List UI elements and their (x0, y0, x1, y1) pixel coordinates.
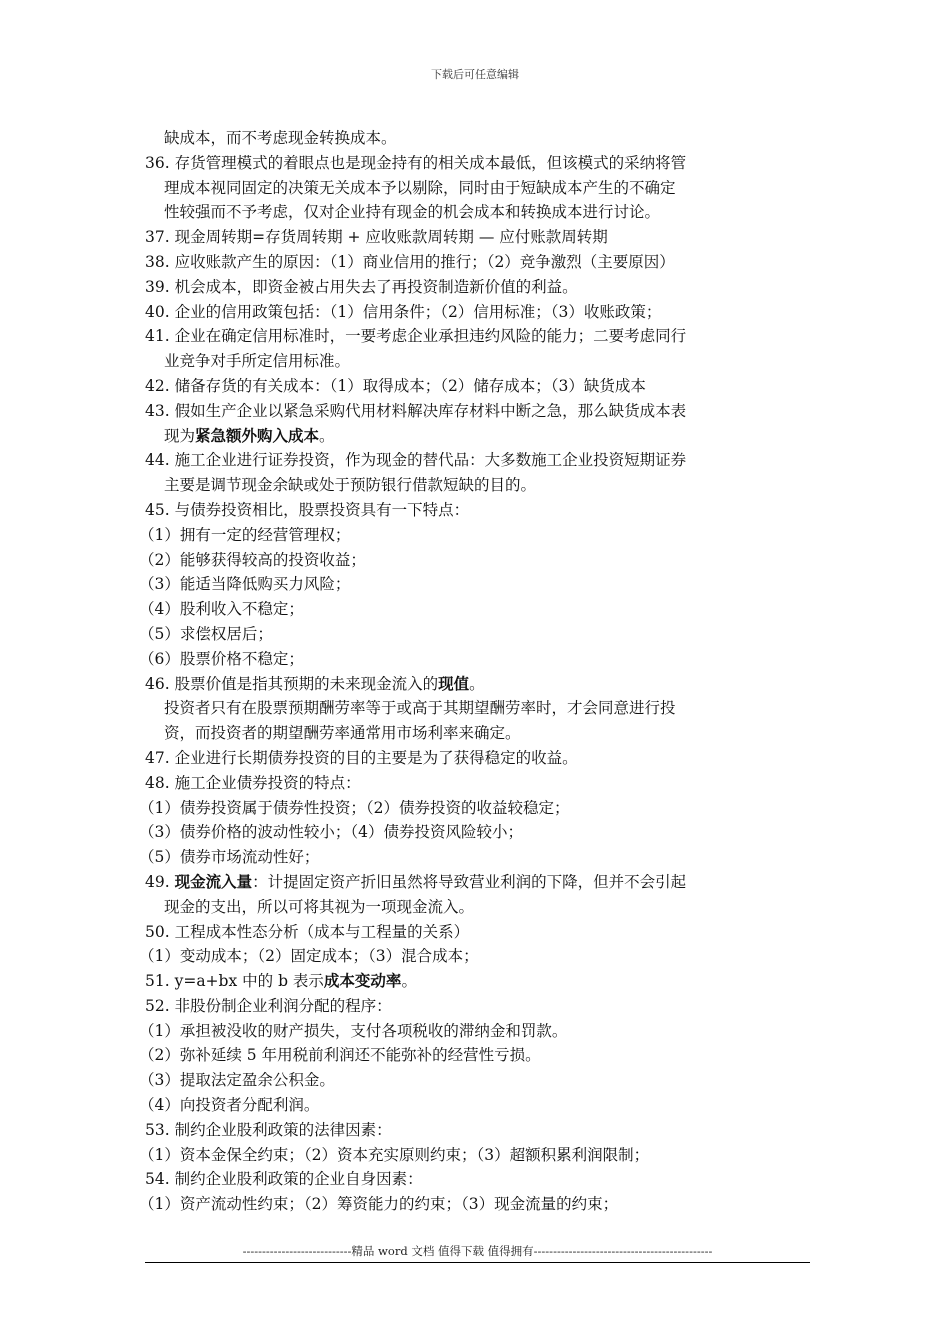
text-line (145, 895, 810, 920)
line-text: 40. 企业的信用政策包括：（1）信用条件；（2）信用标准；（3）收账政策； (145, 302, 662, 321)
line-text: 38. 应收账款产生的原因：（1）商业信用的推行；（2）竞争激烈（主要原因） (145, 252, 675, 271)
bold-term: 现值 (438, 673, 470, 693)
text-line (145, 1118, 810, 1143)
document-body (139, 126, 810, 1217)
text-line (145, 275, 810, 300)
line-text: 资，而投资者的期望酬劳率通常用市场利率来确定。 (164, 724, 521, 743)
bold-term: 成本变动率 (323, 971, 402, 991)
text-line (145, 746, 810, 771)
line-text: 现为 (164, 426, 196, 445)
line-text-after: 。 (401, 972, 417, 991)
line-text: （1）资本金保全约束；（2）资本充实原则约束；（3）超额积累利润限制； (139, 1145, 650, 1164)
line-text: 49. (145, 872, 175, 891)
text-line (145, 399, 810, 424)
text-line (139, 845, 810, 870)
line-text: （5）债券市场流动性好； (139, 848, 320, 867)
text-line (139, 523, 810, 548)
line-text-after: 。 (469, 674, 485, 693)
line-text: 41. 企业在确定信用标准时，一要考虑企业承担违约风险的能力；二要考虑同行 (145, 327, 687, 346)
line-text: 42. 储备存货的有关成本：（1）取得成本；（2）储存成本；（3）缺货成本 (145, 376, 646, 395)
text-line (145, 870, 810, 895)
line-text: 主要是调节现金余缺或处于预防银行借款短缺的目的。 (164, 476, 537, 495)
text-line (145, 672, 810, 697)
text-line (139, 1192, 810, 1217)
line-text: 46. 股票价值是指其预期的未来现金流入的 (145, 674, 439, 693)
line-text: 53. 制约企业股利政策的法律因素： (145, 1120, 392, 1139)
text-line (145, 126, 810, 151)
line-text: （3）提取法定盈余公积金。 (139, 1071, 335, 1090)
text-line (139, 1143, 810, 1168)
line-text: 业竞争对手所定信用标准。 (164, 352, 351, 371)
text-line (139, 1093, 810, 1118)
text-line (145, 473, 810, 498)
line-text: （1）拥有一定的经营管理权； (139, 525, 351, 544)
text-line (139, 647, 810, 672)
text-line (139, 597, 810, 622)
text-line (139, 820, 810, 845)
text-line (139, 622, 810, 647)
line-text: （1）变动成本；（2）固定成本；（3）混合成本； (139, 947, 479, 966)
text-line (139, 796, 810, 821)
line-text: 性较强而不予考虑，仅对企业持有现金的机会成本和转换成本进行讨论。 (164, 203, 661, 222)
line-text: （2）能够获得较高的投资收益； (139, 550, 366, 569)
text-line (145, 920, 810, 945)
text-line (139, 548, 810, 573)
text-line (139, 1043, 810, 1068)
text-line (145, 424, 810, 449)
line-text: 36. 存货管理模式的着眼点也是现金持有的相关成本最低，但该模式的采纳将管 (145, 153, 687, 172)
line-text: 51. y=a+bx 中的 b 表示 (145, 972, 324, 991)
line-text: 缺成本，而不考虑现金转换成本。 (164, 129, 397, 147)
line-text: 48. 施工企业债券投资的特点： (145, 773, 361, 792)
text-line (145, 225, 810, 250)
text-line (145, 498, 810, 523)
line-text: 理成本视同固定的决策无关成本予以剔除，同时由于短缺成本产生的不确定 (164, 178, 676, 197)
line-text: （1）承担被没收的财产损失，支付各项税收的滞纳金和罚款。 (139, 1021, 568, 1040)
line-text: （3）债券价格的波动性较小；（4）债券投资风险较小； (139, 823, 523, 842)
line-text: 47. 企业进行长期债券投资的目的主要是为了获得稳定的收益。 (145, 748, 578, 767)
line-text-after: 。 (319, 426, 335, 445)
text-line (145, 300, 810, 325)
line-text: 45. 与债券投资相比，股票投资具有一下特点： (145, 500, 470, 519)
text-line (139, 572, 810, 597)
line-text: （3）能适当降低购买力风险； (139, 575, 351, 594)
line-text: 37. 现金周转期=存货周转期 + 应收账款周转期 — 应付账款周转期 (145, 228, 608, 247)
line-text: 现金的支出，所以可将其视为一项现金流入。 (164, 897, 475, 916)
text-line (145, 176, 810, 201)
line-text-after: ：计提固定资产折旧虽然将导致营业利润的下降，但并不会引起 (252, 872, 687, 891)
footer-rule (145, 1262, 810, 1263)
text-line (145, 250, 810, 275)
text-line (139, 1068, 810, 1093)
line-text: （4）股利收入不稳定； (139, 600, 304, 619)
text-line (145, 200, 810, 225)
text-line (145, 1167, 810, 1192)
footer-note: ----------------------------精品 word 文档 值得下载 值得拥有---------------------------------------------- (242, 1244, 713, 1258)
text-line (145, 151, 810, 176)
bold-term: 现金流入量 (174, 871, 253, 891)
text-line (145, 696, 810, 721)
line-text: （1）资产流动性约束；（2）筹资能力的约束；（3）现金流量的约束； (139, 1195, 619, 1214)
line-text: 50. 工程成本性态分析（成本与工程量的关系） (145, 922, 470, 941)
line-text: 43. 假如生产企业以紧急采购代用材料解决库存材料中断之急，那么缺货成本表 (145, 401, 687, 420)
line-text: 44. 施工企业进行证券投资，作为现金的替代品：大多数施工企业投资短期证券 (145, 451, 687, 470)
line-text: 投资者只有在股票预期酬劳率等于或高于其期望酬劳率时，才会同意进行投 (164, 699, 676, 718)
text-line (145, 969, 810, 994)
line-text: 54. 制约企业股利政策的企业自身因素： (145, 1170, 423, 1189)
text-line (145, 324, 810, 349)
text-line (145, 374, 810, 399)
text-line (145, 721, 810, 746)
text-line (145, 448, 810, 473)
text-line (139, 1019, 810, 1044)
text-line (145, 349, 810, 374)
line-text: （5）求偿权居后； (139, 624, 273, 643)
text-line (145, 994, 810, 1019)
line-text: （2）弥补延续 5 年用税前利润还不能弥补的经营性亏损。 (139, 1046, 541, 1065)
line-text: 52. 非股份制企业利润分配的程序： (145, 996, 392, 1015)
line-text: 39. 机会成本，即资金被占用失去了再投资制造新价值的利益。 (145, 277, 578, 296)
line-text: （4）向投资者分配利润。 (139, 1096, 320, 1115)
text-line (145, 771, 810, 796)
header-note: 下载后可任意编辑 (431, 68, 519, 81)
line-text: （1）债券投资属于债券性投资；（2）债券投资的收益较稳定； (139, 798, 570, 817)
text-line (139, 944, 810, 969)
line-text: （6）股票价格不稳定； (139, 649, 304, 668)
bold-term: 紧急额外购入成本 (195, 425, 320, 445)
